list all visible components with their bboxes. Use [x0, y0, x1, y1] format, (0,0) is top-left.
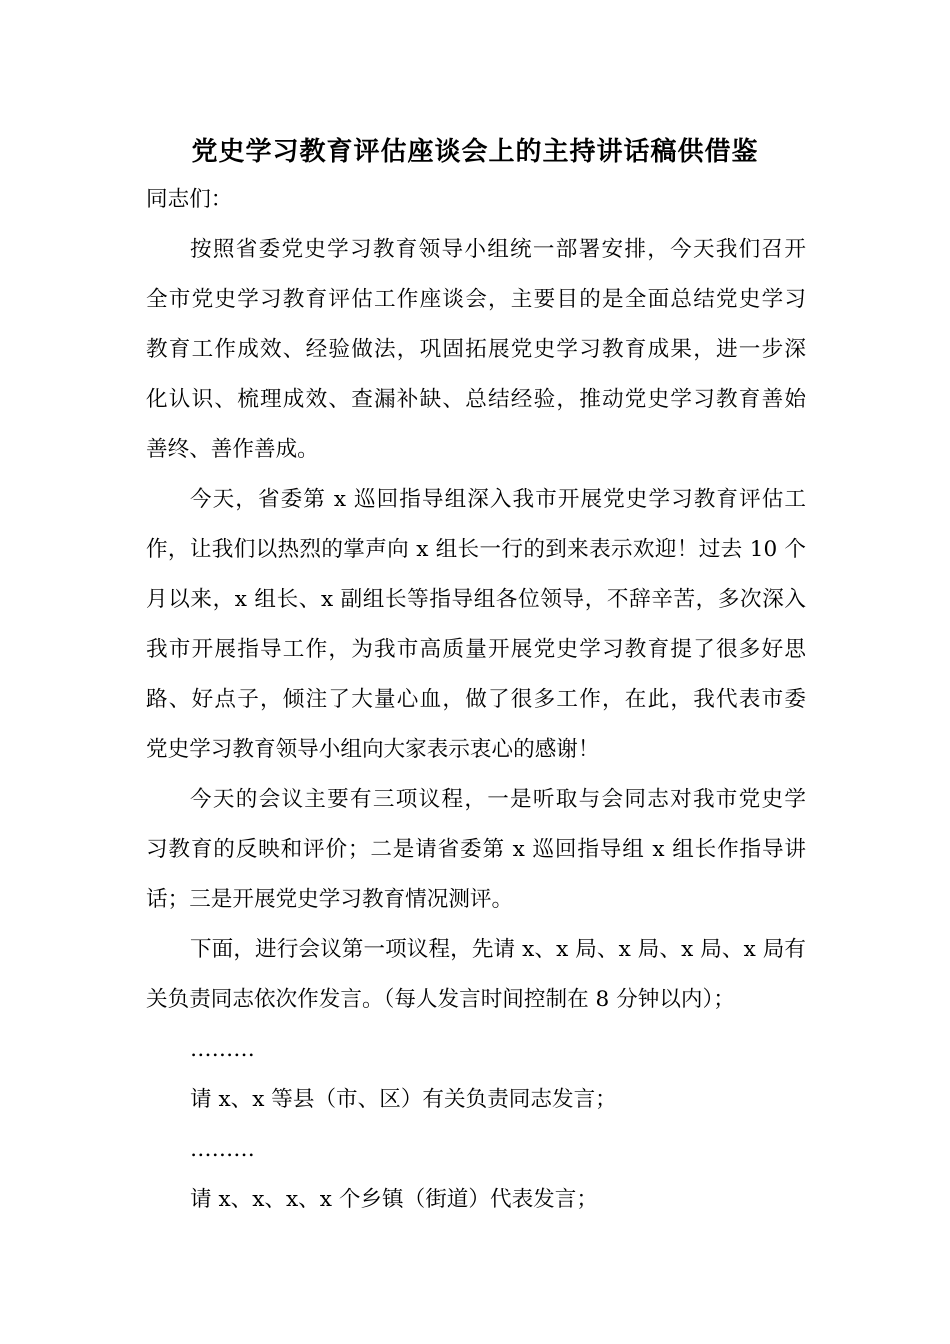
ellipsis-line-1: ……… [190, 1037, 255, 1062]
paragraph-1-line-3: 教育工作成效、经验做法，巩固拓展党史学习教育成果，进一步深 [146, 337, 806, 362]
paragraph-2-line-6: 党史学习教育领导小组向大家表示衷心的感谢！ [146, 737, 600, 762]
paragraph-2-line-4: 我市开展指导工作，为我市高质量开展党史学习教育提了很多好思 [146, 637, 806, 662]
paragraph-4-line-2: 关负责同志依次作发言。（每人发言时间控制在 8 分钟以内）； [146, 987, 735, 1012]
paragraph-4-line-1: 下面，进行会议第一项议程，先请 x、x 局、x 局、x 局、x 局有 [190, 937, 806, 962]
salutation: 同志们： [146, 187, 233, 212]
paragraph-3-line-2: 习教育的反映和评价；二是请省委第 x 巡回指导组 x 组长作指导讲 [146, 837, 806, 862]
paragraph-3-line-3: 话；三是开展党史学习教育情况测评。 [146, 887, 514, 912]
paragraph-2-line-5: 路、好点子，倾注了大量心血，做了很多工作，在此，我代表市委 [146, 687, 806, 712]
paragraph-1-line-1: 按照省委党史学习教育领导小组统一部署安排，今天我们召开 [190, 237, 806, 262]
paragraph-2-line-1: 今天，省委第 x 巡回指导组深入我市开展党史学习教育评估工 [190, 487, 806, 512]
paragraph-2-line-2: 作，让我们以热烈的掌声向 x 组长一行的到来表示欢迎！过去 10 个 [146, 537, 806, 562]
paragraph-1-line-5: 善终、善作善成。 [146, 437, 319, 462]
paragraph-2-line-3: 月以来，x 组长、x 副组长等指导组各位领导，不辞辛苦，多次深入 [146, 587, 806, 612]
paragraph-1-line-2: 全市党史学习教育评估工作座谈会，主要目的是全面总结党史学习 [146, 287, 806, 312]
paragraph-3-line-1: 今天的会议主要有三项议程，一是听取与会同志对我市党史学 [190, 787, 806, 812]
paragraph-1-line-4: 化认识、梳理成效、查漏补缺、总结经验，推动党史学习教育善始 [146, 387, 806, 412]
document-title: 党史学习教育评估座谈会上的主持讲话稿供借鉴 [191, 137, 759, 167]
township-speakers-line: 请 x、x、x、x 个乡镇（街道）代表发言； [190, 1187, 598, 1212]
county-speakers-line: 请 x、x 等县（市、区）有关负责同志发言； [190, 1087, 617, 1112]
ellipsis-line-2: ……… [190, 1137, 255, 1162]
